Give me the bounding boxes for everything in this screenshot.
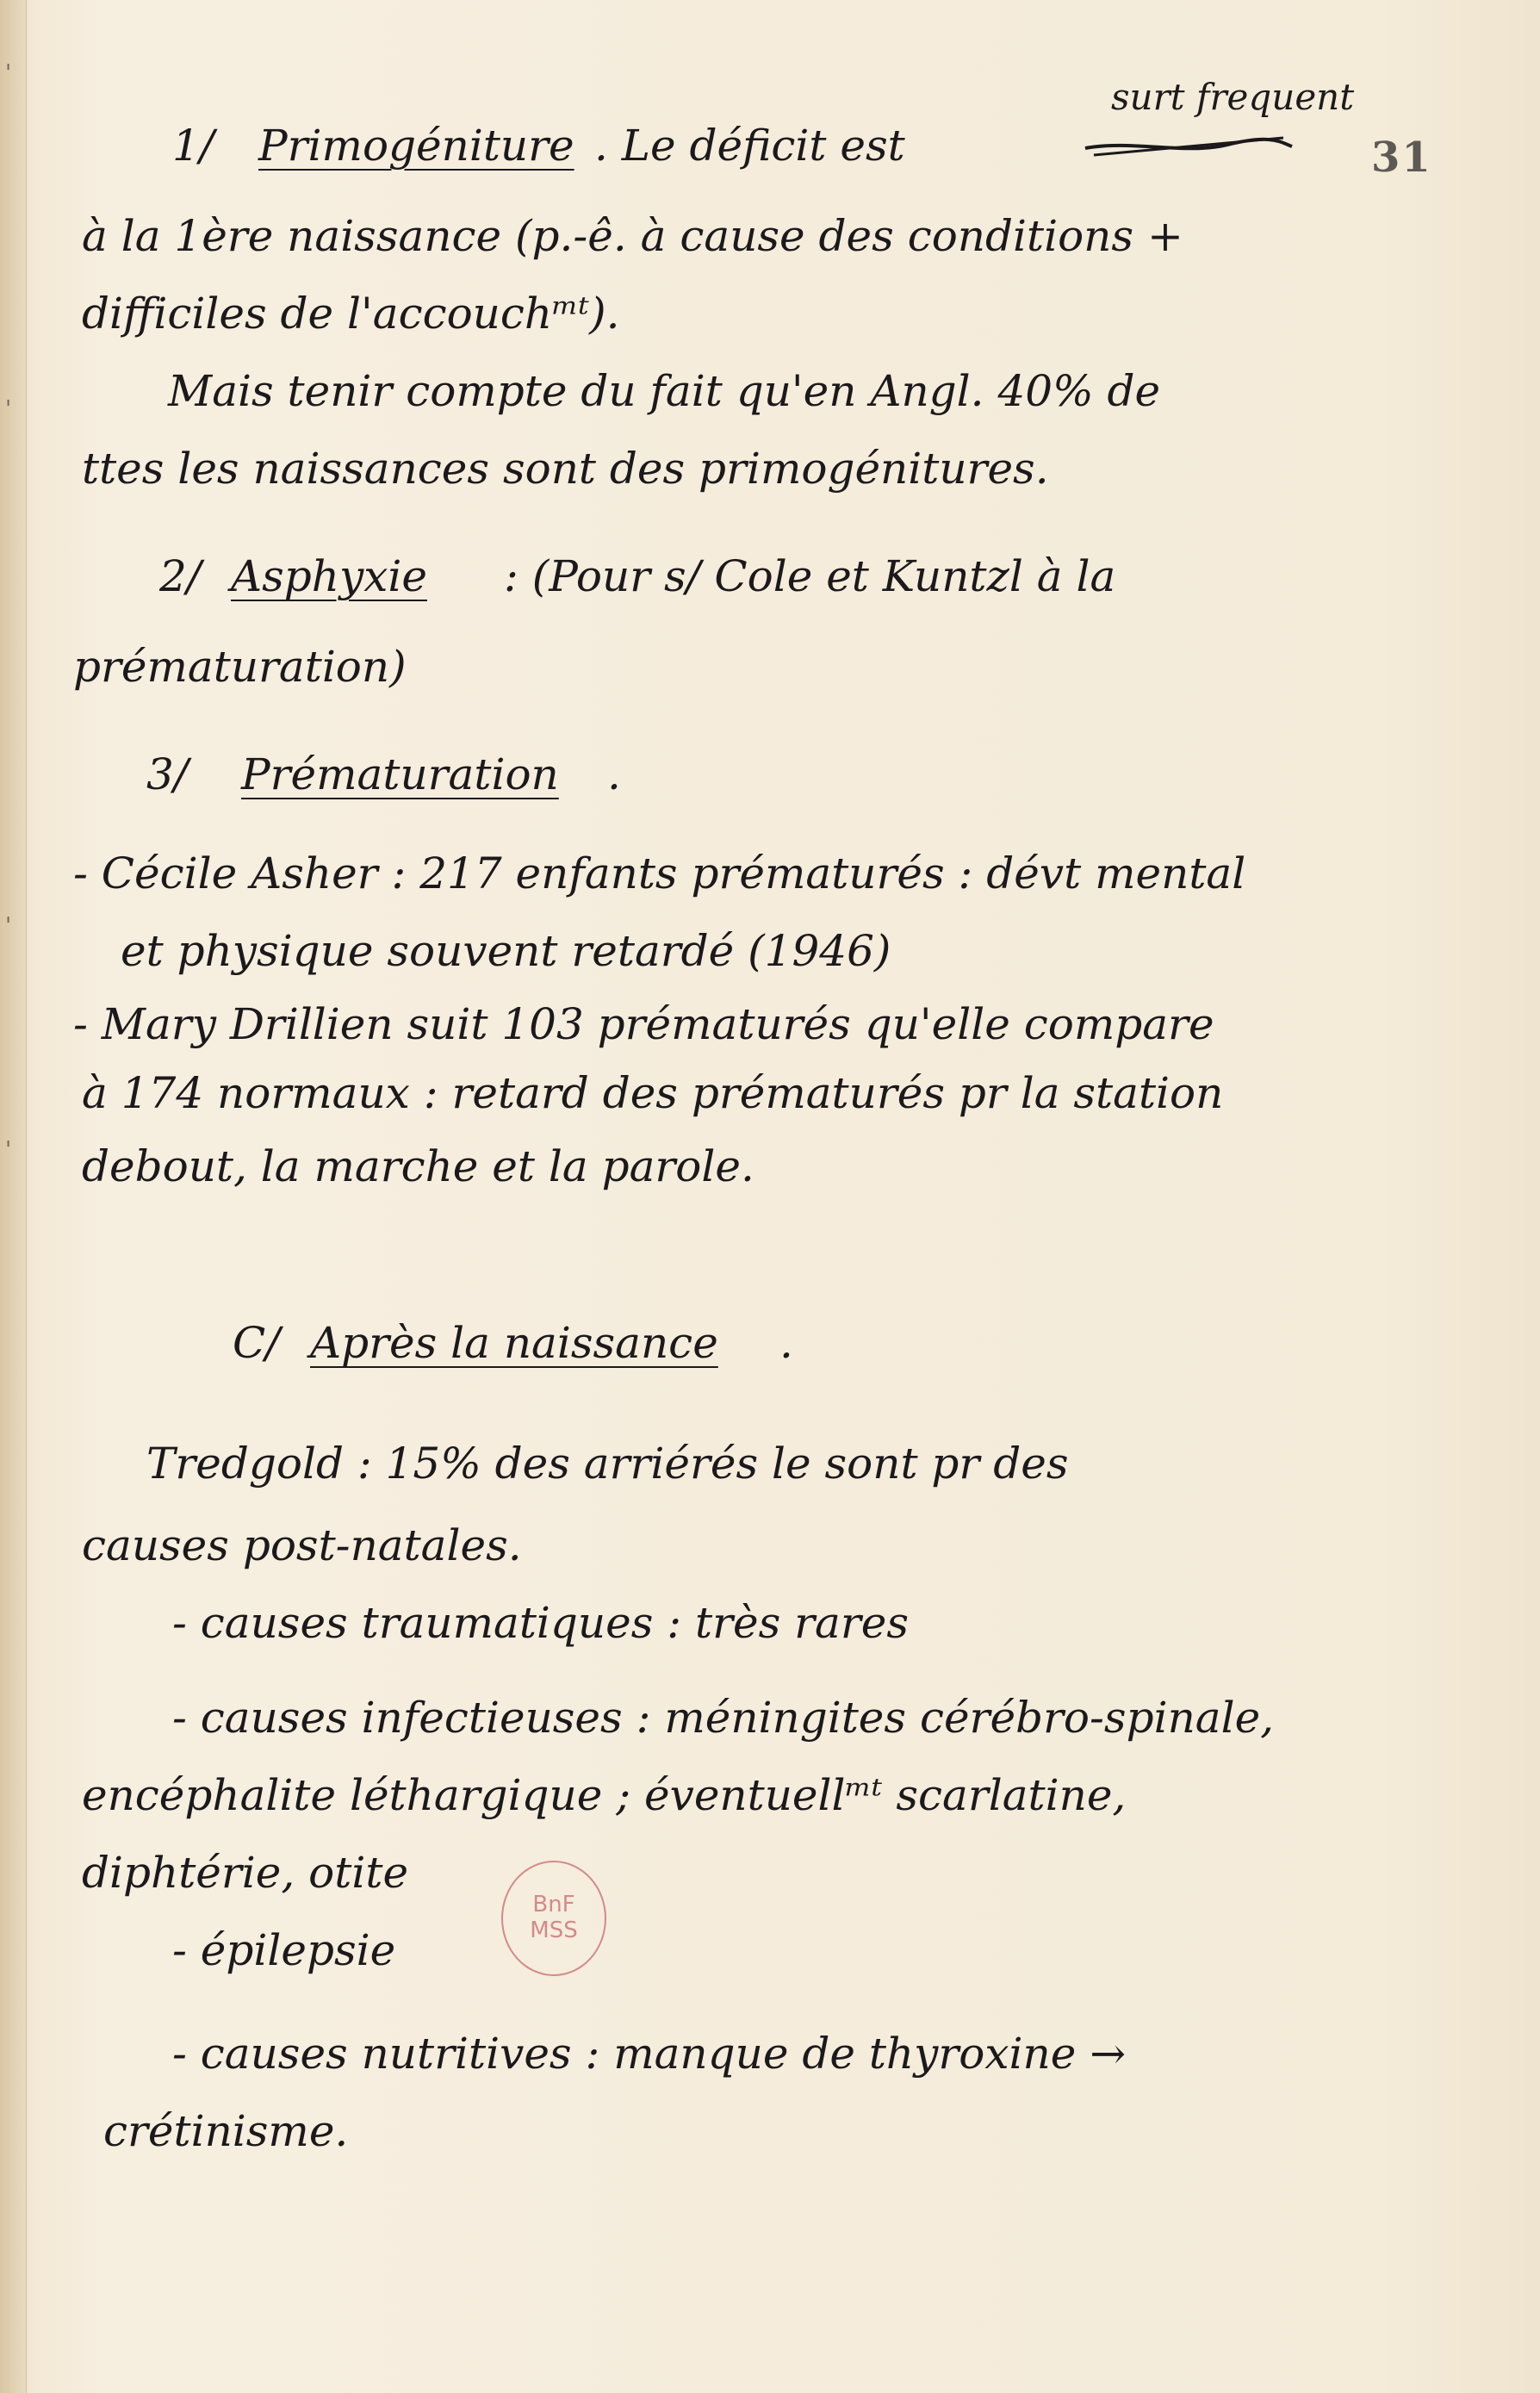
section-heading: Primogéniture	[258, 121, 574, 171]
text-line: ttes les naissances sont des primogénitures.	[82, 444, 1049, 494]
text-line: : (Pour s/ Cole et Kuntzl à la	[504, 551, 1116, 601]
stamp-line: BnF	[532, 1892, 575, 1918]
text-line: .	[607, 749, 621, 799]
section-heading: Prématuration	[241, 749, 559, 799]
margin-mark: '	[5, 396, 12, 422]
margin-mark: '	[5, 60, 12, 86]
text-line: Tredgold : 15% des arriérés le sont pr des	[146, 1439, 1069, 1489]
section-heading: Asphyxie	[231, 551, 428, 601]
text-line: encéphalite léthargique ; éventuellᵐᵗ scarlatine,	[82, 1770, 1127, 1820]
text-line: - Cécile Asher : 217 enfants prématurés : dévt mental	[73, 848, 1246, 898]
text-line: crétinisme.	[103, 2106, 349, 2156]
text-line: difficiles de l'accouchᵐᵗ).	[82, 289, 620, 339]
margin-mark: '	[5, 913, 12, 939]
text-line: prématuration)	[73, 642, 407, 692]
library-stamp	[501, 1861, 606, 1976]
insertion-above-line: surt frequent	[1111, 76, 1355, 118]
text-line: à la 1ère naissance (p.-ê. à cause des conditions +	[82, 211, 1183, 261]
item-number: 1/	[172, 121, 214, 171]
text-line: - causes infectieuses : méningites cérébro-spinale,	[172, 1693, 1275, 1743]
item-number: 3/	[146, 749, 189, 799]
binding-strip	[0, 0, 27, 2393]
text-line: causes post-natales.	[82, 1520, 522, 1570]
text-line: - causes traumatiques : très rares	[172, 1598, 910, 1648]
item-number: C/	[233, 1318, 281, 1368]
text-line: et physique souvent retardé (1946)	[121, 926, 891, 976]
strike-through-mark	[1081, 129, 1296, 164]
folio-number: 31	[1371, 134, 1432, 182]
item-number: 2/	[159, 551, 202, 601]
text-line: . Le déficit est	[594, 121, 905, 171]
text-line: Mais tenir compte du fait qu'en Angl. 40% de	[168, 366, 1161, 416]
text-line: à 174 normaux : retard des prématurés pr la station	[82, 1068, 1224, 1118]
text-line: - Mary Drillien suit 103 prématurés qu'elle compare	[73, 999, 1214, 1049]
text-line: - causes nutritives : manque de thyroxine →	[172, 2029, 1127, 2079]
margin-mark: '	[5, 1137, 12, 1163]
text-line: debout, la marche et la parole.	[82, 1141, 754, 1191]
text-line: - épilepsie	[172, 1925, 396, 1975]
text-line: diphtérie, otite	[82, 1848, 409, 1898]
stamp-line: MSS	[530, 1918, 578, 1943]
text-line: .	[779, 1318, 793, 1368]
section-heading: Après la naissance	[310, 1318, 718, 1368]
